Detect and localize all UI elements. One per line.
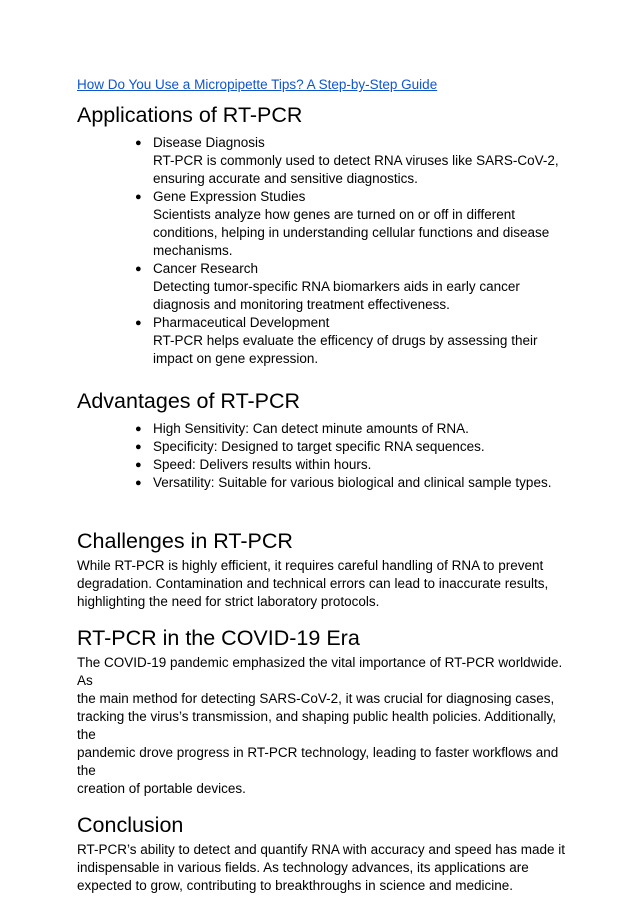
paragraph-line: tracking the virus’s transmission, and shaping public health policies. Additionally, the xyxy=(77,709,557,742)
list-item xyxy=(135,134,567,188)
micropipette-guide-link[interactable]: How Do You Use a Micropipette Tips? A Step-by-Step Guide xyxy=(77,77,438,92)
bullet-icon: ● xyxy=(135,477,142,489)
bullet-icon: ● xyxy=(135,137,142,149)
paragraph-line: pandemic drove progress in RT-PCR technology, leading to faster workflows and the xyxy=(77,745,559,778)
item-description-line: ensuring accurate and sensitive diagnostics. xyxy=(153,171,418,186)
item-description-line: conditions, helping in understanding cellular functions and disease xyxy=(153,225,550,240)
bullet-icon: ● xyxy=(135,423,142,435)
item-text: Versatility: Suitable for various biological and clinical sample types. xyxy=(153,475,552,490)
list-item xyxy=(135,438,567,456)
paragraph-line: the main method for detecting SARS-CoV-2, it was crucial for diagnosing cases, xyxy=(77,691,555,706)
covid-heading: RT-PCR in the COVID-19 Era xyxy=(77,626,360,650)
list-item xyxy=(135,420,567,438)
conclusion-heading: Conclusion xyxy=(77,813,184,837)
bullet-icon: ● xyxy=(135,317,142,329)
item-title: Pharmaceutical Development xyxy=(153,315,330,330)
bullet-icon: ● xyxy=(135,441,142,453)
applications-heading: Applications of RT-PCR xyxy=(77,103,303,127)
list-item xyxy=(135,260,567,314)
challenges-heading: Challenges in RT-PCR xyxy=(77,529,293,553)
item-description-line: diagnosis and monitoring treatment effectiveness. xyxy=(153,297,450,312)
item-title: Disease Diagnosis xyxy=(153,135,265,150)
item-description-line: impact on gene expression. xyxy=(153,351,319,366)
bullet-icon: ● xyxy=(135,263,142,275)
paragraph-line: creation of portable devices. xyxy=(77,781,246,796)
item-text: Specificity: Designed to target specific RNA sequences. xyxy=(153,439,485,454)
bullet-icon: ● xyxy=(135,459,142,471)
paragraph-line: RT-PCR’s ability to detect and quantify RNA with accuracy and speed has made it xyxy=(77,842,566,857)
paragraph-line: While RT-PCR is highly efficient, it requires careful handling of RNA to prevent xyxy=(77,558,544,573)
item-description-line: RT-PCR is commonly used to detect RNA viruses like SARS-CoV-2, xyxy=(153,153,559,168)
advantages-heading: Advantages of RT-PCR xyxy=(77,389,301,413)
list-item xyxy=(135,314,567,368)
item-title: Gene Expression Studies xyxy=(153,189,306,204)
advantages-list xyxy=(77,420,567,492)
list-item xyxy=(135,456,567,474)
paragraph-line: highlighting the need for strict laboratory protocols. xyxy=(77,594,380,609)
list-item xyxy=(135,474,567,492)
item-title: Cancer Research xyxy=(153,261,259,276)
paragraph-line: indispensable in various fields. As technology advances, its applications are xyxy=(77,860,529,875)
item-text: Speed: Delivers results within hours. xyxy=(153,457,372,472)
conclusion-paragraph xyxy=(77,841,567,895)
applications-list xyxy=(77,134,567,368)
item-description-line: Detecting tumor-specific RNA biomarkers aids in early cancer xyxy=(153,279,520,294)
item-description-line: Scientists analyze how genes are turned on or off in different xyxy=(153,207,515,222)
item-description-line: RT-PCR helps evaluate the efficency of drugs by assessing their xyxy=(153,333,538,348)
document-page xyxy=(77,76,567,895)
challenges-paragraph xyxy=(77,557,567,611)
item-text: High Sensitivity: Can detect minute amounts of RNA. xyxy=(153,421,469,436)
list-item xyxy=(135,188,567,260)
covid-paragraph xyxy=(77,654,567,798)
paragraph-line: degradation. Contamination and technical errors can lead to inaccurate results, xyxy=(77,576,549,591)
paragraph-line: expected to grow, contributing to breakthroughs in science and medicine. xyxy=(77,878,514,893)
item-description-line: mechanisms. xyxy=(153,243,233,258)
paragraph-line: The COVID-19 pandemic emphasized the vital importance of RT-PCR worldwide. As xyxy=(77,655,563,688)
bullet-icon: ● xyxy=(135,191,142,203)
